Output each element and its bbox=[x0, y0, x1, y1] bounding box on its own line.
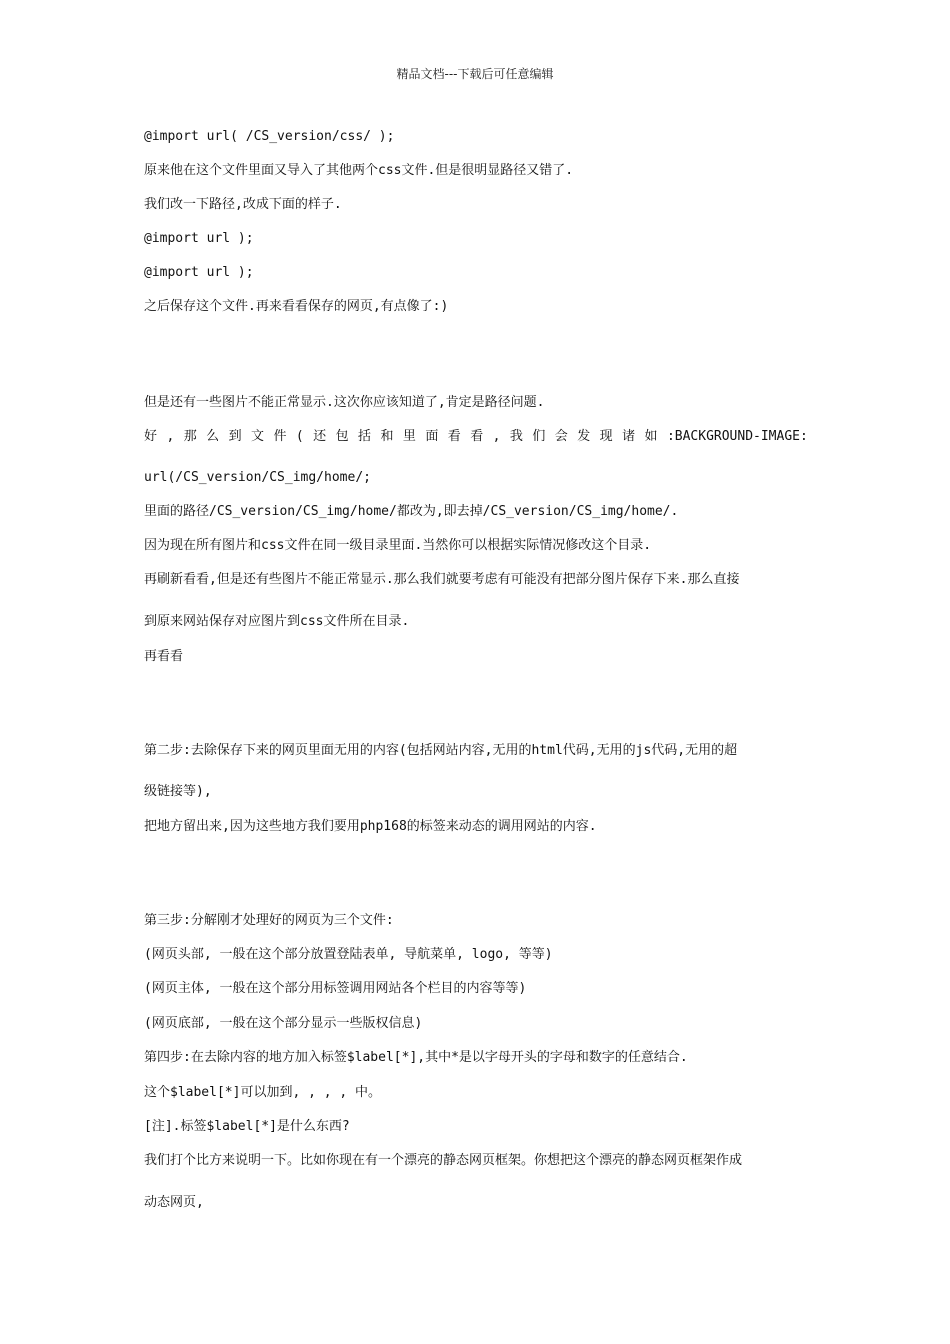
text-line: 再看看 bbox=[144, 649, 184, 664]
justified-token: 看 bbox=[447, 429, 461, 444]
justified-token: 我 bbox=[509, 429, 523, 444]
justified-token: 们 bbox=[532, 429, 546, 444]
justified-token: 文 bbox=[251, 429, 265, 444]
justified-token: 么 bbox=[206, 429, 220, 444]
text-line: (网页头部, 一般在这个部分放置登陆表单, 导航菜单, logo, 等等) bbox=[144, 947, 553, 962]
text-line: url(/CS_version/CS_img/home/; bbox=[144, 470, 371, 485]
text-line: 之后保存这个文件.再来看看保存的网页,有点像了:) bbox=[144, 299, 449, 314]
text-line: 第四步:在去除内容的地方加入标签$label[*],其中*是以字母开头的字母和数字的任意结合. bbox=[144, 1050, 688, 1065]
justified-token: 件 bbox=[273, 429, 287, 444]
text-line: 原来他在这个文件里面又导入了其他两个css文件.但是很明显路径又错了. bbox=[144, 163, 574, 178]
justified-token: ( bbox=[295, 429, 304, 444]
justified-token: 好 bbox=[144, 429, 158, 444]
text-line: 因为现在所有图片和css文件在同一级目录里面.当然你可以根据实际情况修改这个目录. bbox=[144, 538, 652, 553]
justified-token: 面 bbox=[425, 429, 439, 444]
justified-token: , bbox=[492, 429, 501, 444]
text-line: @import url ); bbox=[144, 265, 254, 280]
text-line: 第三步:分解刚才处理好的网页为三个文件: bbox=[144, 913, 394, 928]
justified-token: 括 bbox=[358, 429, 372, 444]
text-line: (网页主体, 一般在这个部分用标签调用网站各个栏目的内容等等) bbox=[144, 981, 527, 996]
text-line: (网页底部, 一般在这个部分显示一些版权信息) bbox=[144, 1016, 423, 1031]
text-line: 里面的路径/CS_version/CS_img/home/都改为,即去掉/CS_version/CS_img/home/. bbox=[144, 504, 679, 519]
justified-token: 包 bbox=[335, 429, 349, 444]
justified-token: 如 bbox=[644, 429, 658, 444]
text-line: 动态网页, bbox=[144, 1195, 204, 1210]
text-line: @import url( /CS_version/css/ ); bbox=[144, 129, 395, 144]
justified-token: 现 bbox=[599, 429, 613, 444]
justified-token: 会 bbox=[554, 429, 568, 444]
justified-token: , bbox=[166, 429, 175, 444]
text-line: 第二步:去除保存下来的网页里面无用的内容(包括网站内容,无用的html代码,无用的js代码,无用的超 bbox=[144, 743, 738, 758]
text-line: 这个$label[*]可以加到, , , , 中。 bbox=[144, 1085, 382, 1100]
justified-token: 到 bbox=[228, 429, 242, 444]
justified-token: 发 bbox=[577, 429, 591, 444]
text-line: 但是还有一些图片不能正常显示.这次你应该知道了,肯定是路径问题. bbox=[144, 395, 545, 410]
justified-token: 还 bbox=[313, 429, 327, 444]
justified-token: 和 bbox=[380, 429, 394, 444]
justified-text-line bbox=[144, 429, 808, 445]
text-line: 把地方留出来,因为这些地方我们要用php168的标签来动态的调用网站的内容. bbox=[144, 819, 597, 834]
justified-token: 那 bbox=[183, 429, 197, 444]
justified-token: 里 bbox=[402, 429, 416, 444]
text-line: [注].标签$label[*]是什么东西? bbox=[144, 1119, 350, 1134]
justified-token: 看 bbox=[470, 429, 484, 444]
text-line: 我们改一下路径,改成下面的样子. bbox=[144, 197, 342, 212]
text-line: 再刷新看看,但是还有些图片不能正常显示.那么我们就要考虑有可能没有把部分图片保存下来.那么直接 bbox=[144, 572, 740, 587]
text-line: 级链接等), bbox=[144, 784, 212, 799]
justified-token: :BACKGROUND-IMAGE: bbox=[666, 429, 808, 444]
text-line: @import url ); bbox=[144, 231, 254, 246]
text-line: 到原来网站保存对应图片到css文件所在目录. bbox=[144, 614, 410, 629]
justified-token: 诸 bbox=[622, 429, 636, 444]
page-header: 精品文档---下载后可任意编辑 bbox=[396, 67, 554, 81]
text-line: 我们打个比方来说明一下。比如你现在有一个漂亮的静态网页框架。你想把这个漂亮的静态网页框架作成 bbox=[144, 1153, 743, 1168]
